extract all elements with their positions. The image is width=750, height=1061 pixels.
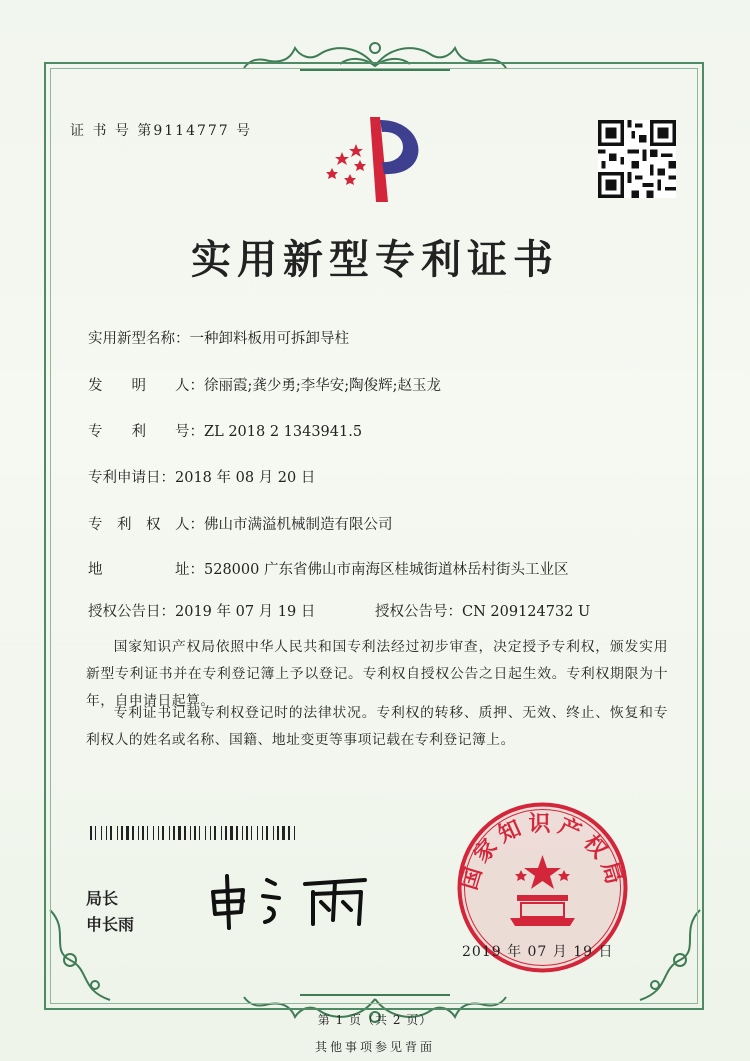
director-title: 局长 (86, 889, 119, 908)
seal-text: 国家知识产权局 (457, 811, 628, 893)
qr-code-icon (598, 120, 676, 198)
field-patent-number (88, 420, 362, 441)
barcode-icon (90, 826, 300, 840)
field-label: 专利申请日： (88, 470, 175, 486)
field-utility-name (88, 327, 349, 348)
field-value: 2019 年 07 月 19 日 (175, 604, 316, 620)
field-label: 地 址： (88, 562, 204, 578)
director-signature-icon (205, 870, 395, 930)
paragraph-legal-status: 专利证书记载专利权登记时的法律状况。专利权的转移、质押、无效、终止、恢复和专利权人的姓名或名称、国籍、地址变更等事项记载在专利登记簿上。 (86, 705, 668, 748)
field-label: 专 利 号： (88, 424, 204, 440)
field-value: ZL 2018 2 1343941.5 (204, 424, 363, 440)
seal-date: 2019 年 07 月 19 日 (462, 944, 614, 960)
field-grant-number (375, 600, 590, 621)
field-address (88, 558, 568, 579)
field-value: 徐丽霞;龚少勇;李华安;陶俊辉;赵玉龙 (204, 378, 442, 394)
certificate-number: 证 书 号 第9114777 号 (70, 123, 253, 139)
field-value: 一种卸料板用可拆卸导柱 (189, 331, 349, 347)
field-inventors (88, 374, 441, 395)
field-value: 2018 年 08 月 20 日 (175, 470, 316, 486)
field-value: CN 209124732 U (462, 604, 591, 620)
page-number: 第 1 页（共 2 页） (317, 1013, 433, 1027)
field-label: 授权公告号： (375, 604, 462, 620)
field-value: 佛山市满溢机械制造有限公司 (204, 517, 393, 533)
field-label: 实用新型名称： (88, 331, 190, 347)
field-label: 发 明 人： (88, 378, 204, 394)
certificate-title: 实用新型专利证书 (191, 236, 559, 283)
field-label: 专 利 权 人： (88, 517, 204, 533)
paragraph-decision: 国家知识产权局依照中华人民共和国专利法经过初步审查，决定授予专利权，颁发实用新型专利证书并在专利登记簿上予以登记。专利权自授权公告之日起生效。专利权期限为十年，自申请日起算。 (86, 639, 668, 709)
field-label: 授权公告日： (88, 604, 175, 620)
director-name: 申长雨 (86, 915, 135, 934)
field-application-date (88, 466, 315, 487)
field-patentee (88, 513, 393, 534)
cnipa-logo-icon (318, 112, 438, 207)
field-grant-date (88, 600, 315, 621)
field-value: 528000 广东省佛山市南海区桂城街道林岳村街头工业区 (204, 562, 569, 578)
footer-note: 其他事项参见背面 (314, 1040, 435, 1054)
